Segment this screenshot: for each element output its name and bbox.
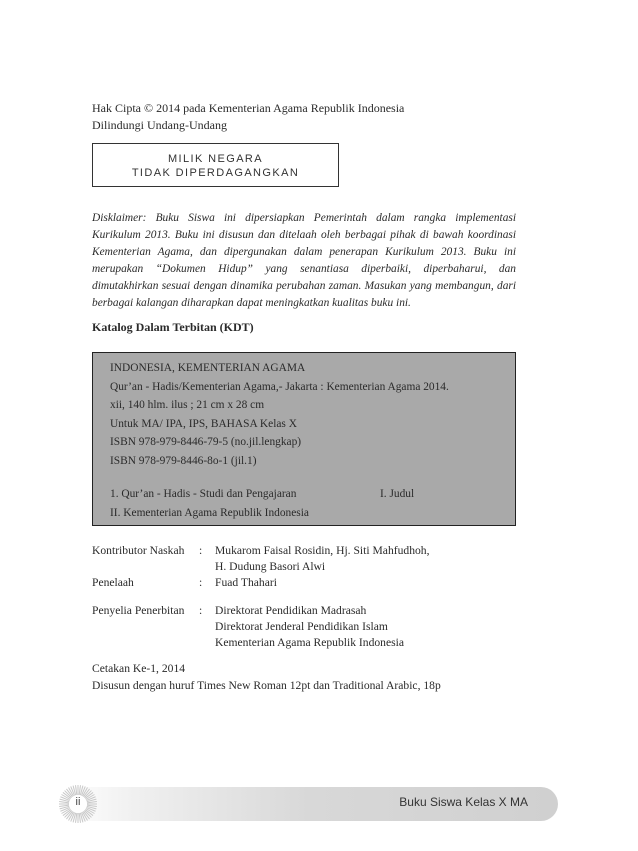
contributor-names: Mukarom Faisal Rosidin, Hj. Siti Mahfudhoh, [215, 544, 430, 557]
catalog-line: xii, 140 hlm. ilus ; 21 cm x 28 cm [110, 399, 265, 411]
reviewer-label: Penelaah [92, 576, 134, 589]
contributor-names-cont: H. Dudung Basori Alwi [215, 560, 326, 573]
catalog-line: ISBN 978-979-8446-8o-1 (jil.1) [110, 454, 257, 467]
kdt-heading: Katalog Dalam Terbitan (KDT) [92, 320, 254, 334]
supervisor-label: Penyelia Penerbitan [92, 604, 185, 617]
page-number: ii [75, 796, 81, 808]
stamp-line-1: MILIK NEGARA [167, 153, 264, 165]
copyright-line: Hak Cipta © 2014 pada Kementerian Agama Republik Indonesia [92, 101, 405, 115]
catalog-box [92, 352, 516, 526]
catalog-subject-row [110, 485, 515, 504]
edition-line: Cetakan Ke-1, 2014 [92, 662, 186, 675]
colon: : [199, 576, 203, 589]
catalog-line: ISBN 978-979-8446-79-5 (no.jil.lengkap) [110, 436, 302, 448]
ownership-stamp [92, 143, 339, 187]
supervisor-line-3: Kementerian Agama Republik Indonesia [215, 636, 404, 649]
catalog-author-entry: II. Kementerian Agama Republik Indonesia [110, 506, 309, 519]
typeface-line: Disusun dengan huruf Times New Roman 12pt dan Traditional Arabic, 18p [92, 679, 441, 692]
supervisor-line-2: Direktorat Jenderal Pendidikan Islam [215, 620, 388, 633]
disclaimer-paragraph: Disklaimer: Buku Siswa ini dipersiapkan Pemerintah dalam rangka implementasi Kurikulum 2013. Buku ini disusun dan ditelaah oleh berbagai pihak di bawah koordinasi Kementerian Agama, dan dipergunakan dalam penerapan Kurikulum 2013. Buku ini merupakan “Dokumen Hidup” yang senantiasa diperbaiki, diperbaharui, dan dimutakhirkan sesuai dengan dinamika perubahan zaman. Masukan yang membangun, dari berbagai kalangan diharapkan dapat meningkatkan kualitas buku ini. [92, 212, 516, 309]
footer-book-title: Buku Siswa Kelas X MA [399, 795, 528, 809]
reviewer-name: Fuad Thahari [215, 576, 277, 589]
printing-info [92, 660, 441, 694]
copyright-notice [92, 100, 404, 134]
catalog-line: INDONESIA, KEMENTERIAN AGAMA [110, 362, 306, 374]
catalog-line: Untuk MA/ IPA, IPS, BAHASA Kelas X [110, 417, 297, 430]
supervisor-line-1: Direktorat Pendidikan Madrasah [215, 604, 367, 617]
colon: : [199, 544, 203, 557]
catalog-line: Qur’an - Hadis/Kementerian Agama,- Jakarta : Kementerian Agama 2014. [110, 380, 449, 393]
contributor-label: Kontributor Naskah [92, 544, 185, 557]
catalog-subject: 1. Qur’an - Hadis - Studi dan Pengajaran [110, 488, 297, 500]
credits-section [92, 543, 429, 651]
protection-line: Dilindungi Undang-Undang [92, 118, 227, 132]
catalog-title-entry: I. Judul [380, 488, 415, 500]
colon: : [199, 604, 203, 617]
stamp-line-2: TIDAK DIPERDAGANGKAN [131, 167, 300, 179]
